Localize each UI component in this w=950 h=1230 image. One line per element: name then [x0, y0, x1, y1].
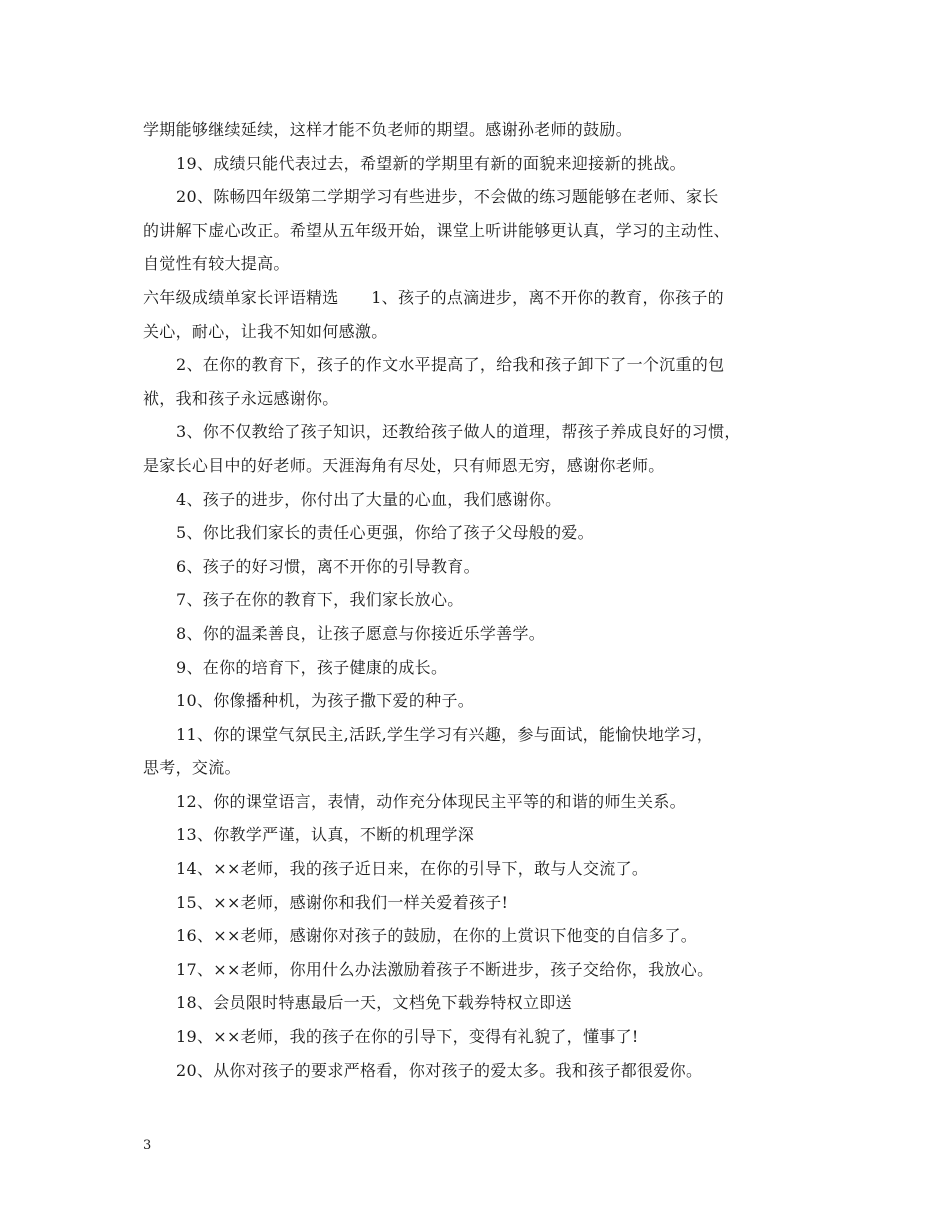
- text-line: 关心，耐心，让我不知如何感激。: [143, 321, 388, 341]
- text-line: 14、××老师，我的孩子近日来，在你的引导下，敢与人交流了。: [176, 859, 649, 879]
- text-line: 学期能够继续延续，这样才能不负老师的期望。感谢孙老师的鼓励。: [143, 120, 633, 139]
- text-line: 12、你的课堂语言，表情，动作充分体现民主平等的和谐的师生关系。: [176, 791, 686, 811]
- text-line: 19、成绩只能代表过去，希望新的学期里有新的面貌来迎接新的挑战。: [176, 153, 686, 173]
- text-line: 是家长心目中的好老师。天涯海角有尽处，只有师恩无穷，感谢你老师。: [143, 455, 665, 475]
- text-line: 10、你像播种机，为孩子撒下爱的种子。: [176, 691, 475, 711]
- text-line: 自觉性有较大提高。: [143, 254, 290, 274]
- text-line: 9、在你的培育下，孩子健康的成长。: [176, 657, 448, 677]
- text-line: 16、××老师，感谢你对孩子的鼓励，在你的上赏识下他变的自信多了。: [176, 926, 698, 946]
- text-line: 11、你的课堂气氛民主,活跃,学生学习有兴趣，参与面试，能愉快地学习，: [176, 724, 714, 744]
- text-line: 19、××老师，我的孩子在你的引导下，变得有礼貌了，懂事了!: [176, 1027, 639, 1047]
- page-number: 3: [143, 1138, 152, 1153]
- text-line: 8、你的温柔善良，让孩子愿意与你接近乐学善学。: [176, 623, 546, 643]
- text-line: 18、会员限时特惠最后一天，文档免下载券特权立即送: [176, 993, 572, 1013]
- text-line: 6、孩子的好习惯，离不开你的引导教育。: [176, 556, 480, 576]
- text-line: 15、××老师，感谢你和我们一样关爱着孩子!: [176, 892, 509, 912]
- text-line: 袱，我和孩子永远感谢你。: [143, 388, 339, 408]
- text-line: 3、你不仅教给了孩子知识，还教给孩子做人的道理，帮孩子养成良好的习惯，: [176, 422, 741, 442]
- text-line: 的讲解下虚心改正。希望从五年级开始，课堂上听讲能够更认真，学习的主动性、: [143, 220, 730, 240]
- text-line: 7、孩子在你的教育下，我们家长放心。: [176, 590, 464, 610]
- text-line: 2、在你的教育下，孩子的作文水平提高了，给我和孩子卸下了一个沉重的包: [176, 355, 725, 375]
- text-line: 4、孩子的进步，你付出了大量的心血，我们感谢你。: [176, 489, 562, 509]
- document-body: [143, 113, 823, 1087]
- text-line: 5、你比我们家长的责任心更强，你给了孩子父母般的爱。: [176, 523, 594, 543]
- text-line: 20、从你对孩子的要求严格看，你对孩子的爱太多。我和孩子都很爱你。: [176, 1060, 703, 1080]
- text-line: 13、你教学严谨，认真，不断的机理学深: [176, 825, 475, 845]
- text-line: 思考，交流。: [143, 758, 241, 778]
- text-line: 20、陈畅四年级第二学期学习有些进步，不会做的练习题能够在老师、家长: [176, 187, 719, 207]
- text-line: 17、××老师，你用什么办法激励着孩子不断进步，孩子交给你，我放心。: [176, 959, 714, 979]
- text-line: 六年级成绩单家长评语精选 1、孩子的点滴进步，离不开你的教育，你孩子的: [143, 287, 724, 307]
